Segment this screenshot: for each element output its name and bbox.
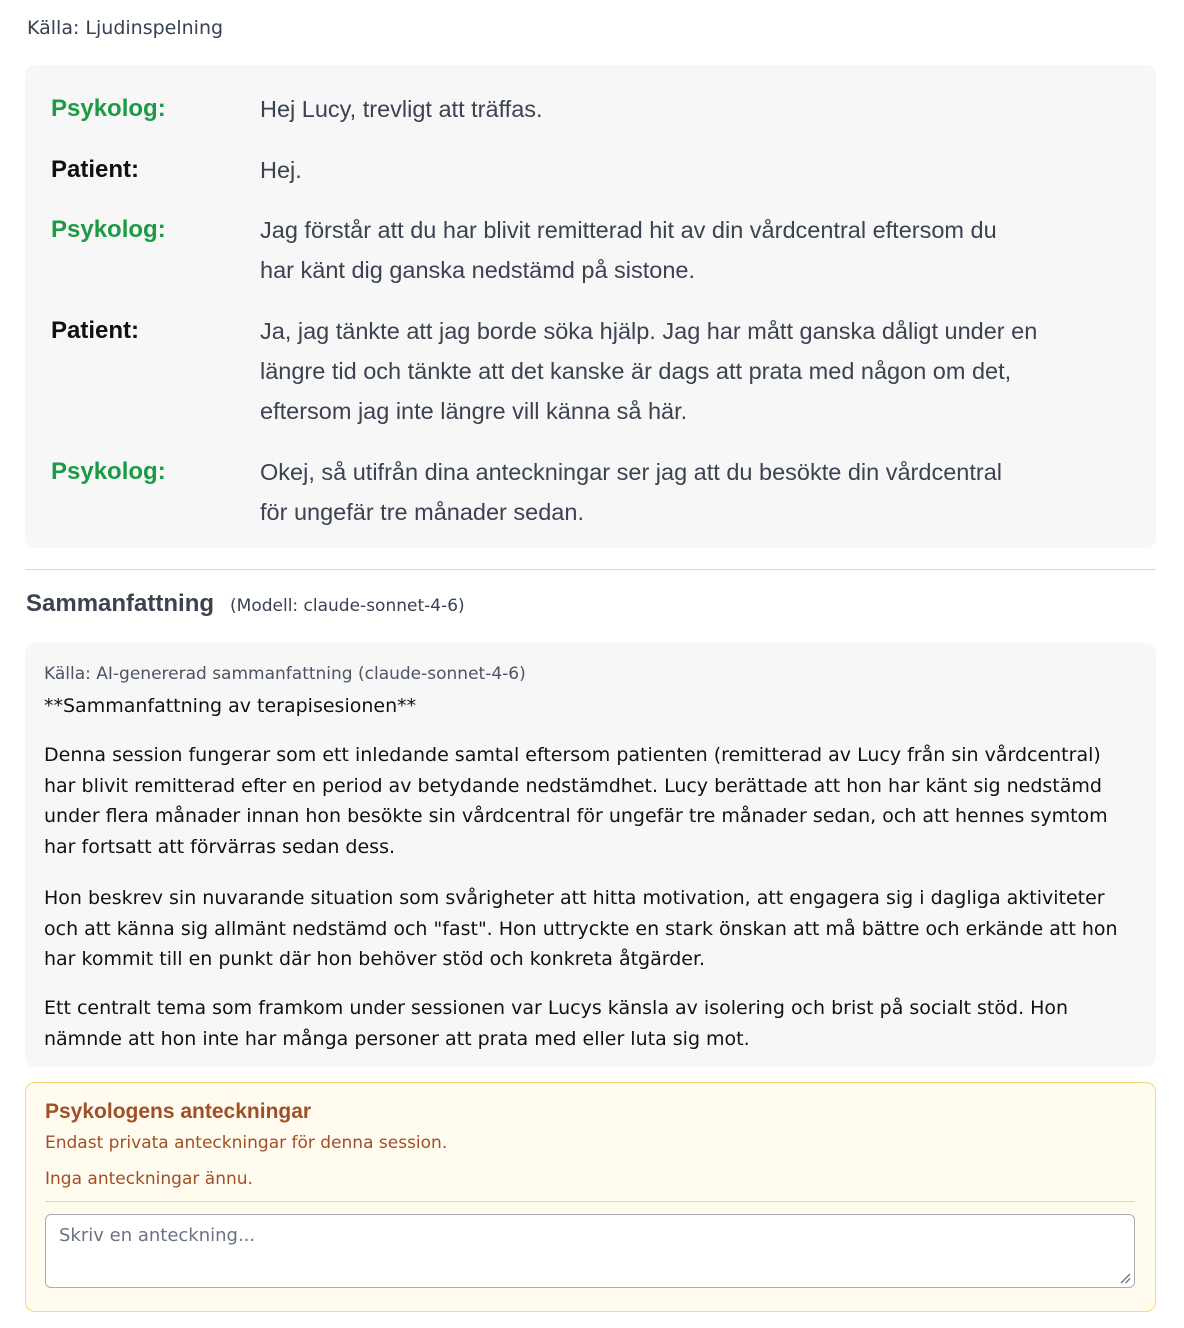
utterance-text: Okej, så utifrån dina anteckningar ser jag att du besökte din vårdcentral för ungefär tre månader sedan. xyxy=(260,459,1002,525)
note-input[interactable] xyxy=(45,1214,1135,1288)
utterance-text: Hej. xyxy=(260,157,302,183)
speaker-label: Psykolog: xyxy=(51,458,166,485)
speaker-label: Psykolog: xyxy=(51,95,166,122)
summary-paragraph: Ett centralt tema som framkom under sessionen var Lucys känsla av isolering och brist på socialt stöd. Hon nämnde att hon inte har många personer att prata med eller luta sig mot. xyxy=(44,997,1069,1050)
summary-title: Sammanfattning xyxy=(26,590,215,617)
summary-header xyxy=(26,590,465,618)
transcript-panel xyxy=(25,65,1156,548)
summary-panel xyxy=(25,643,1156,1067)
summary-model: (Modell: claude-sonnet-4-6) xyxy=(230,596,465,616)
summary-heading: **Sammanfattning av terapisesionen** xyxy=(44,695,417,717)
speaker-label: Psykolog: xyxy=(51,216,166,243)
summary-paragraph: Denna session fungerar som ett inledande samtal eftersom patienten (remitterad av Lucy från sin vårdcentral) har blivit remitterad efter en period av betydande nedstämdhet. Lucy berättade att hon har känt sig nedstämd under flera månader innan hon besökte sin vårdcentral för ungefär tre månader sedan, och att hennes symtom har fortsatt att förvärras sedan dess. xyxy=(44,744,1108,858)
speaker-label: Patient: xyxy=(51,156,140,183)
utterance-text: Jag förstår att du har blivit remitterad hit av din vårdcentral eftersom du har känt dig ganska nedstämd på sistone. xyxy=(260,217,997,283)
transcript-source: Källa: Ljudinspelning xyxy=(27,17,224,39)
notes-empty-state: Inga anteckningar ännu. xyxy=(45,1169,253,1189)
summary-source: Källa: AI-genererad sammanfattning (claude-sonnet-4-6) xyxy=(44,664,526,684)
utterance-text: Ja, jag tänkte att jag borde söka hjälp. Jag har mått ganska dåligt under en längre tid och tänkte att det kanske är dags att prata med någon om det, eftersom jag inte längre vill känna så här. xyxy=(260,318,1038,424)
speaker-label: Patient: xyxy=(51,317,140,344)
resize-handle-icon[interactable] xyxy=(1119,1272,1131,1284)
notes-panel xyxy=(25,1082,1156,1312)
section-divider xyxy=(25,569,1156,570)
notes-subtitle: Endast privata anteckningar för denna session. xyxy=(45,1133,448,1153)
utterance-text: Hej Lucy, trevligt att träffas. xyxy=(260,96,543,122)
notes-divider xyxy=(45,1201,1135,1202)
notes-title: Psykologens anteckningar xyxy=(45,1100,312,1123)
summary-paragraph: Hon beskrev sin nuvarande situation som svårigheter att hitta motivation, att engagera sig i dagliga aktiviteter och att känna sig allmänt nedstämd och "fast". Hon uttryckte en stark önskan att må bättre och erkände att hon har kommit till en punkt där hon behöver stöd och konkreta åtgärder. xyxy=(44,887,1118,970)
